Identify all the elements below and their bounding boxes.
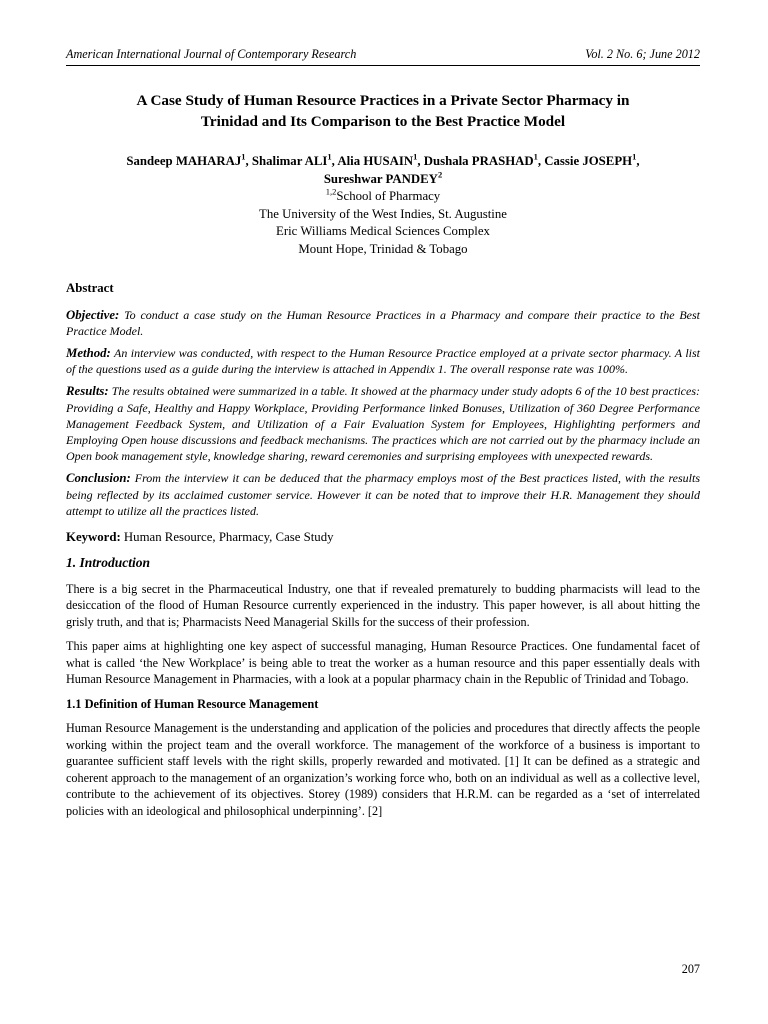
- author-1: Sandeep MAHARAJ: [126, 154, 242, 168]
- author-6-affil: 2: [437, 169, 443, 180]
- author-separator: ,: [417, 154, 424, 168]
- results-text: The results obtained were summarized in a table. It showed at the pharmacy under study adopts 6 of the 10 best practices: Providing a Safe, Healthy and Happy Workplace, Providing Performance linked Bonuses, Utilization of 360 Degree Performance Management Feedback System, and Utilization of a Fair Evaluation System for Employees, Highlighting performers and Employing Open house discussions and feedback mechanisms. The practices which are not carried out by the pharmacy include an Open book management style, knowledge sharing, reward ceremonies and surprising employees with unexpected rewards.: [66, 384, 700, 464]
- school-name: School of Pharmacy: [336, 189, 441, 203]
- author-separator-comma: ,: [636, 154, 640, 168]
- authors-line-1: [66, 153, 700, 171]
- abstract-method: [66, 345, 700, 377]
- results-label: Results:: [66, 384, 109, 399]
- method-label: Method:: [66, 345, 111, 360]
- definition-heading: 1.1 Definition of Human Resource Management: [66, 696, 319, 711]
- article-content: [66, 90, 700, 827]
- author-6: Sureshwar PANDEY: [323, 171, 438, 186]
- objective-text: To conduct a case study on the Human Resource Practices in a Pharmacy and compare their practice to the Best Practice Model.: [66, 307, 700, 338]
- keyword-text: Human Resource, Pharmacy, Case Study: [120, 529, 334, 544]
- abstract-objective: [66, 307, 700, 339]
- introduction-heading: 1. Introduction: [66, 555, 151, 571]
- author-3-affil: 1: [413, 151, 418, 162]
- affiliation-sup: 1,2: [325, 186, 337, 197]
- running-head: [66, 47, 700, 66]
- introduction-paragraph-2: This paper aims at highlighting one key aspect of successful managing, Human Resource Practices. One fundamental facet of what is called ‘the New Workplace’ is being able to treat the worker as a human resource and this paper essentially deals with Human Resource Management in Pharmacies, with a look at a popular pharmacy chain in the Republic of Trinidad and Tobago.: [66, 639, 700, 687]
- author-4: Dushala PRASHAD: [423, 154, 534, 168]
- author-separator: ,: [331, 154, 338, 168]
- affiliation-university: The University of the West Indies, St. Augustine: [259, 206, 507, 221]
- keyword-label: Keyword:: [66, 529, 121, 544]
- author-2-affil: 1: [327, 151, 332, 162]
- title-line-2: Trinidad and Its Comparison to the Best Practice Model: [200, 113, 566, 130]
- journal-issue: Vol. 2 No. 6; June 2012: [585, 47, 700, 61]
- author-separator: ,: [245, 154, 252, 168]
- abstract-conclusion: [66, 470, 700, 519]
- conclusion-label: Conclusion:: [66, 471, 131, 486]
- definition-paragraph-1: Human Resource Management is the understanding and application of the policies and procedures that directly affects the people working within the project team and the overall workforce. The management of the workforce of a business is important to guarantee sufficient staff levels with the right skills, properly rewarded and motivated. [1] It can be defined as a strategic and coherent approach to the management of an organization’s working force who, both on an individual as well as a collective level, contribute to the achievement of its objectives. Storey (1989) considers that H.R.M. can be regarded as a ‘set of interrelated policies with an ideological and philosophical underpinning’. [2]: [66, 721, 700, 818]
- author-4-affil: 1: [533, 151, 538, 162]
- affiliation-complex: Eric Williams Medical Sciences Complex: [276, 224, 490, 238]
- abstract-heading: Abstract: [66, 281, 114, 295]
- author-5: Cassie JOSEPH: [544, 154, 633, 168]
- author-separator: ,: [537, 154, 545, 168]
- affiliation: [66, 188, 700, 258]
- objective-label: Objective:: [66, 307, 120, 322]
- method-text: An interview was conducted, with respect to the Human Resource Practice employed at a private sector pharmacy. A list of the questions used as a guide during the interview is attached in Appendix 1. The overall response rate was 100%.: [66, 345, 700, 377]
- abstract-results: [66, 383, 700, 464]
- title-line-1: A Case Study of Human Resource Practices in a Private Sector Pharmacy in: [136, 92, 630, 109]
- author-5-affil: 1: [632, 151, 637, 162]
- journal-name: American International Journal of Contemporary Research: [66, 47, 357, 61]
- introduction-paragraph-1: There is a big secret in the Pharmaceutical Industry, one that if revealed prematurely to budding pharmacists will lead to the desiccation of the flood of Human Resource currently experienced in the industry. This paper however, is all about hitting the grisly truth, and that is; Pharmacists Need Managerial Skills for the success of their profession.: [66, 581, 700, 629]
- author-list: [66, 153, 700, 188]
- conclusion-text: From the interview it can be deduced that the pharmacy employs most of the Best practices listed, with the results being reflected by its acclaimed customer service. However it can be noted that to improve their H.R. Management they should attempt to utilize all the practices listed.: [66, 471, 700, 518]
- author-3: Alia HUSAIN: [337, 154, 414, 168]
- keywords: [66, 529, 700, 546]
- affiliation-location: Mount Hope, Trinidad & Tobago: [298, 241, 468, 256]
- authors-line-2: [66, 171, 700, 189]
- author-1-affil: 1: [241, 151, 246, 162]
- affiliation-school: [66, 188, 700, 206]
- author-2: Shalimar ALI: [251, 154, 328, 168]
- article-title: [66, 90, 700, 132]
- page-number: 207: [681, 962, 700, 976]
